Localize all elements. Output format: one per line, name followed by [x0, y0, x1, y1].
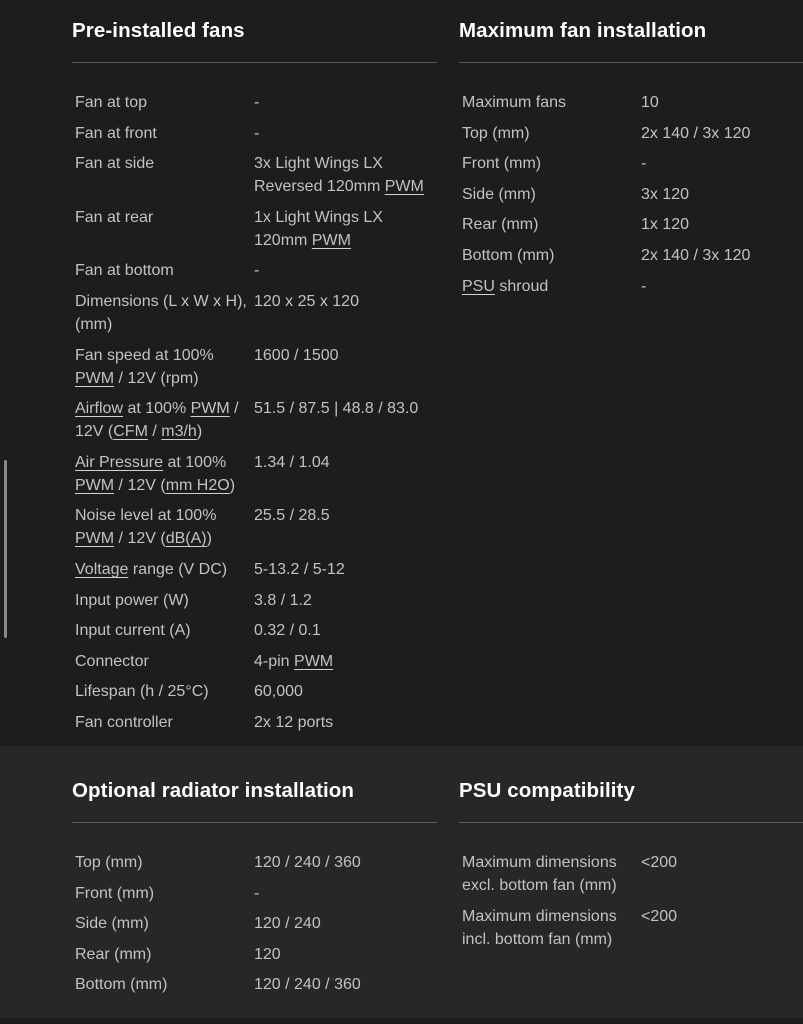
spec-text: Bottom (mm) [462, 246, 555, 264]
spec-text: Front (mm) [462, 155, 542, 173]
spec-value [254, 152, 440, 198]
glossary-term-link[interactable]: CFM [113, 423, 148, 441]
spec-row [462, 244, 803, 267]
radiator-divider [72, 822, 437, 823]
spec-text: - [254, 262, 260, 280]
spec-text: 60,000 [254, 683, 303, 701]
spec-value [641, 244, 801, 267]
spec-row [75, 451, 440, 497]
spec-text: at 100% [163, 453, 227, 471]
spec-text: 120 / 240 / 360 [254, 976, 361, 994]
glossary-term-link[interactable]: Airflow [75, 400, 124, 418]
spec-row [75, 680, 440, 703]
spec-text: 1600 / 1500 [254, 346, 339, 364]
spec-label [75, 451, 254, 497]
glossary-term-link[interactable]: dB(A) [165, 530, 207, 548]
spec-row [75, 973, 440, 996]
preinstalled-spec-list [75, 91, 440, 742]
spec-text: range (V DC) [128, 560, 228, 578]
spec-label [462, 213, 641, 236]
spec-text: Front (mm) [75, 884, 155, 902]
spec-value [254, 122, 440, 145]
glossary-term-link[interactable]: m3/h [161, 423, 197, 441]
spec-value [641, 213, 801, 236]
max-fan-divider [459, 62, 803, 63]
spec-value [254, 558, 440, 581]
spec-text: / 12V (rpm) [114, 369, 199, 387]
spec-value [641, 152, 801, 175]
spec-text: Top (mm) [75, 854, 143, 871]
spec-value [254, 973, 440, 996]
glossary-term-link[interactable]: PWM [75, 476, 115, 494]
spec-text: 3.8 / 1.2 [254, 591, 312, 609]
psu-divider [459, 822, 803, 823]
spec-value [254, 589, 440, 612]
spec-row [75, 943, 440, 966]
spec-label [75, 619, 254, 642]
spec-text: Fan at bottom [75, 262, 174, 280]
spec-text: Fan speed at 100% [75, 346, 214, 364]
scrollbar-thumb[interactable] [4, 460, 7, 638]
spec-value [254, 851, 440, 874]
spec-text: / 12V ( [114, 476, 166, 494]
spec-text: 1.34 / 1.04 [254, 453, 330, 471]
spec-text: 10 [641, 94, 659, 111]
spec-label [75, 259, 254, 282]
spec-text: <200 [641, 854, 678, 871]
spec-value [254, 680, 440, 703]
spec-label [462, 183, 641, 206]
spec-label [75, 650, 254, 673]
spec-text: 1x Light Wings LX 120mm [254, 208, 383, 249]
spec-value [254, 451, 440, 497]
spec-label [75, 851, 254, 874]
spec-label [462, 851, 641, 897]
spec-text: - [254, 94, 260, 111]
spec-value [254, 259, 440, 282]
spec-row [75, 91, 440, 114]
spec-text: Fan at rear [75, 208, 154, 226]
spec-text: Bottom (mm) [75, 976, 168, 994]
spec-text: Fan controller [75, 713, 173, 731]
psu-spec-list [462, 851, 803, 958]
spec-text: 3x 120 [641, 185, 690, 203]
glossary-term-link[interactable]: PWM [75, 369, 115, 387]
spec-text: Top (mm) [462, 124, 530, 142]
spec-text: / 12V ( [75, 400, 239, 441]
spec-label [462, 91, 641, 114]
spec-row [462, 905, 803, 951]
spec-text: 2x 140 / 3x 120 [641, 124, 751, 142]
spec-text: at 100% [123, 400, 191, 418]
spec-label [75, 558, 254, 581]
glossary-term-link[interactable]: mm H2O [165, 476, 230, 494]
spec-label [462, 152, 641, 175]
spec-value [641, 91, 801, 114]
spec-text: 5-13.2 / 5-12 [254, 560, 345, 578]
spec-label [75, 882, 254, 905]
spec-row [75, 912, 440, 935]
psu-column [459, 778, 803, 1018]
spec-label [75, 91, 254, 114]
max-fan-heading: Maximum fan installation [459, 19, 707, 42]
spec-text: / [147, 423, 162, 441]
spec-value [254, 290, 440, 336]
spec-text: Fan at side [75, 155, 155, 173]
spec-text: Maximum dimensions excl. bottom fan (mm) [462, 854, 617, 894]
spec-value [254, 650, 440, 673]
radiator-column [72, 778, 437, 1018]
spec-row [75, 122, 440, 145]
preinstalled-fans-column [72, 18, 437, 738]
spec-row [75, 397, 440, 443]
spec-text: Noise level at 100% [75, 507, 217, 525]
spec-text: 51.5 / 87.5 | 48.8 / 83.0 [254, 400, 419, 418]
glossary-term-link[interactable]: Voltage [75, 560, 129, 578]
glossary-term-link[interactable]: PWM [384, 178, 424, 196]
spec-text: Side (mm) [462, 185, 536, 203]
spec-label [75, 290, 254, 336]
spec-row [462, 213, 803, 236]
spec-row [75, 259, 440, 282]
spec-text: / 12V ( [114, 530, 166, 548]
spec-text: ) [196, 423, 203, 441]
spec-label [75, 711, 254, 734]
radiator-heading: Optional radiator installation [72, 779, 355, 802]
spec-text: shroud [494, 277, 549, 295]
spec-row [462, 275, 803, 298]
spec-row [75, 650, 440, 673]
spec-text: - [254, 124, 260, 142]
glossary-term-link[interactable]: Air Pressure [75, 453, 164, 471]
spec-text: Fan at front [75, 124, 157, 142]
spec-value [641, 275, 801, 298]
spec-value [254, 619, 440, 642]
spec-text: Fan at top [75, 94, 148, 111]
spec-text: 0.32 / 0.1 [254, 622, 321, 640]
spec-text: Side (mm) [75, 915, 149, 933]
spec-text: 2x 12 ports [254, 713, 334, 731]
spec-text: <200 [641, 907, 678, 925]
spec-row [462, 851, 803, 897]
spec-row [462, 183, 803, 206]
spec-row [75, 711, 440, 734]
spec-label [462, 244, 641, 267]
spec-text: 3x Light Wings LX Reversed 120mm [254, 155, 385, 196]
spec-label [462, 905, 641, 951]
spec-text: 1x 120 [641, 216, 690, 234]
spec-text: - [254, 884, 260, 902]
spec-label [75, 943, 254, 966]
spec-label [75, 206, 254, 252]
spec-row [75, 558, 440, 581]
spec-text: Rear (mm) [75, 945, 152, 963]
spec-label [75, 397, 254, 443]
spec-value [254, 711, 440, 734]
preinstalled-divider [72, 62, 437, 63]
spec-text: 25.5 / 28.5 [254, 507, 330, 525]
spec-row [75, 589, 440, 612]
spec-value [254, 882, 440, 905]
spec-text: ) [229, 476, 236, 494]
spec-text: Dimensions (L x W x H), (mm) [75, 292, 247, 333]
spec-text: 120 x 25 x 120 [254, 292, 359, 310]
spec-label [462, 275, 641, 298]
spec-value [254, 206, 440, 252]
spec-label [75, 122, 254, 145]
glossary-term-link[interactable]: PWM [311, 231, 351, 249]
spec-row [75, 152, 440, 198]
psu-heading: PSU compatibility [459, 779, 635, 802]
spec-row [75, 290, 440, 336]
spec-label [75, 589, 254, 612]
preinstalled-fans-heading: Pre-installed fans [72, 19, 245, 42]
spec-text: 4-pin [254, 652, 295, 670]
spec-label [75, 504, 254, 550]
glossary-term-link[interactable]: PWM [75, 530, 115, 548]
spec-text: Lifespan (h / 25°C) [75, 683, 209, 701]
spec-row [462, 122, 803, 145]
spec-value [254, 344, 440, 390]
spec-row [75, 851, 440, 874]
spec-row [75, 882, 440, 905]
max-fan-column [459, 18, 803, 318]
glossary-term-link[interactable]: PWM [190, 400, 230, 418]
spec-value [254, 943, 440, 966]
radiator-spec-list [75, 851, 440, 1004]
spec-value [254, 91, 440, 114]
max-fan-spec-list [462, 91, 803, 305]
spec-row [75, 504, 440, 550]
spec-value [254, 504, 440, 550]
spec-label [75, 680, 254, 703]
spec-value [641, 905, 801, 951]
spec-label [75, 912, 254, 935]
spec-text: Connector [75, 652, 149, 670]
spec-value [254, 912, 440, 935]
spec-text: - [641, 155, 647, 173]
glossary-term-link[interactable]: PSU [462, 277, 495, 295]
spec-label [75, 973, 254, 996]
spec-row [75, 344, 440, 390]
spec-value [641, 183, 801, 206]
spec-text: Maximum fans [462, 94, 567, 111]
spec-label [75, 152, 254, 198]
spec-text: Input current (A) [75, 622, 191, 640]
spec-row [462, 91, 803, 114]
spec-text: 120 [254, 945, 281, 963]
section-radiator-psu [0, 746, 803, 1018]
spec-row [75, 206, 440, 252]
spec-text: 120 / 240 [254, 915, 321, 933]
spec-value [641, 851, 801, 897]
spec-text: 2x 140 / 3x 120 [641, 246, 751, 264]
spec-value [254, 397, 440, 443]
spec-text: - [641, 277, 647, 295]
spec-label [75, 344, 254, 390]
spec-text: 120 / 240 / 360 [254, 854, 361, 871]
glossary-term-link[interactable]: PWM [294, 652, 334, 670]
spec-label [462, 122, 641, 145]
spec-value [641, 122, 801, 145]
spec-row [75, 619, 440, 642]
footer-strip [0, 1018, 803, 1024]
spec-row [462, 152, 803, 175]
spec-text: ) [206, 530, 212, 548]
spec-text: Input power (W) [75, 591, 189, 609]
spec-text: Maximum dimensions incl. bottom fan (mm) [462, 907, 617, 948]
spec-text: Rear (mm) [462, 216, 539, 234]
